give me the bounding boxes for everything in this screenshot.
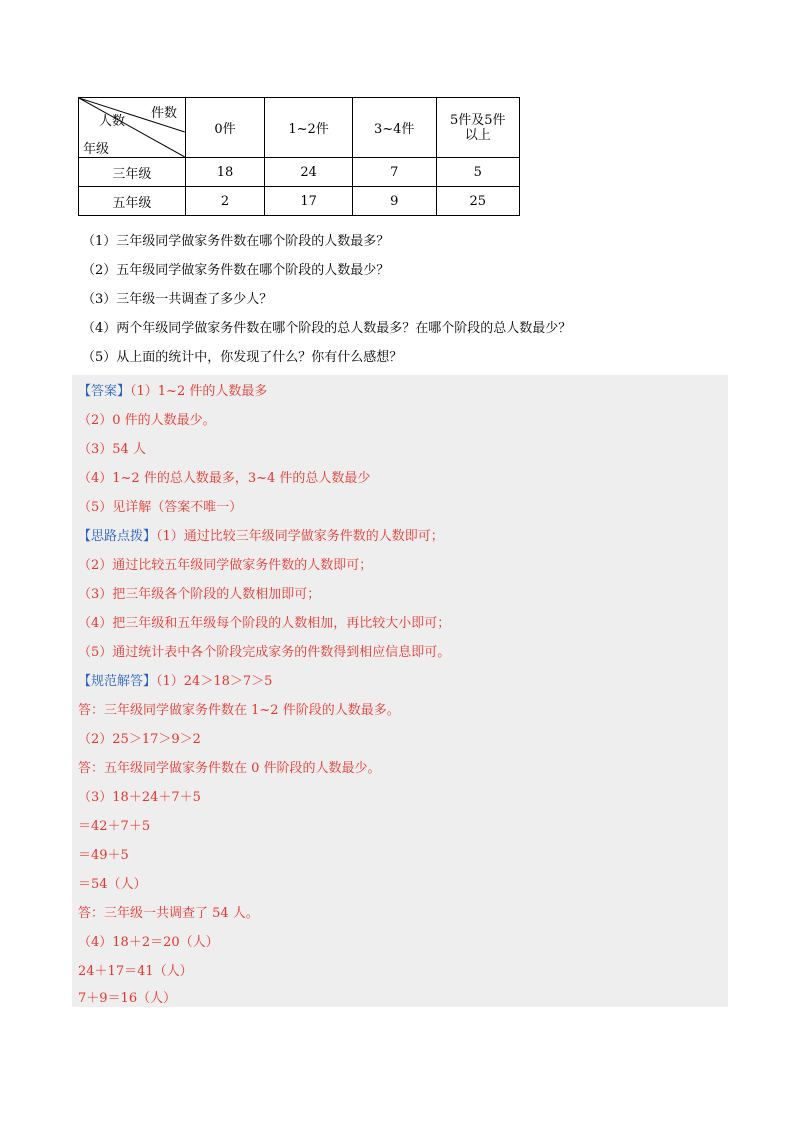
table-cell: 7 <box>352 158 436 187</box>
hint-line <box>78 525 444 544</box>
answer-line <box>78 380 267 399</box>
question-item: （3）三年级一共调查了多少人？ <box>82 292 273 307</box>
question-list <box>82 232 722 377</box>
corner-label-grade: 年级 <box>83 142 110 157</box>
answer-line: （5）见详解（答案不唯一） <box>78 500 243 515</box>
solution-line: ＝42＋7＋5 <box>78 819 151 834</box>
column-header: 3~4件 <box>352 98 436 158</box>
table-cell: 18 <box>185 158 265 187</box>
column-header: 1~2件 <box>265 98 353 158</box>
corner-label-people: 人数 <box>99 114 126 129</box>
stats-table <box>78 97 520 216</box>
table-cell: 2 <box>185 187 265 216</box>
question-item: （1）三年级同学做家务件数在哪个阶段的人数最多？ <box>82 234 390 249</box>
column-header-line: 以上 <box>464 127 491 143</box>
solution-line: （3）18＋24＋7＋5 <box>78 790 201 805</box>
table-cell: 5 <box>436 158 519 187</box>
table-cell: 25 <box>436 187 519 216</box>
answer-line: （4）1~2 件的总人数最多，3~4 件的总人数最少 <box>78 471 371 486</box>
solution-tag: 【规范解答】 <box>78 674 157 689</box>
answer-tag: 【答案】 <box>78 384 131 399</box>
column-header-line: 5件及5件 <box>450 112 506 128</box>
column-header: 0件 <box>185 98 265 158</box>
answer-line: （2）0 件的人数最少。 <box>78 413 216 428</box>
hint-line: （4）把三年级和五年级每个阶段的人数相加，再比较大小即可； <box>78 616 451 631</box>
solution-line: 答：三年级同学做家务件数在 1~2 件阶段的人数最多。 <box>78 703 400 718</box>
question-item: （5）从上面的统计中，你发现了什么？你有什么感想？ <box>82 350 403 365</box>
hint-line: （3）把三年级各个阶段的人数相加即可； <box>78 587 321 602</box>
table-row <box>79 158 520 187</box>
hint-line: （2）通过比较五年级同学做家务件数的人数即可； <box>78 558 373 573</box>
question-item: （2）五年级同学做家务件数在哪个阶段的人数最少？ <box>82 263 390 278</box>
corner-label-items: 件数 <box>151 106 178 121</box>
hint-text: （1）通过比较三年级同学做家务件数的人数即可； <box>156 529 444 544</box>
solution-line: （4）18＋2＝20（人） <box>78 935 219 950</box>
table-cell: 17 <box>265 187 353 216</box>
row-label: 三年级 <box>79 158 186 187</box>
solution-line: 7＋9＝16（人） <box>78 991 177 1006</box>
column-header <box>436 98 519 158</box>
solution-line: ＝54（人） <box>78 877 147 892</box>
answer-panel <box>72 375 728 1007</box>
hint-tag: 【思路点拨】 <box>78 529 157 544</box>
solution-line: （2）25＞17＞9＞2 <box>78 732 201 747</box>
hint-line: （5）通过统计表中各个阶段完成家务的件数得到相应信息即可。 <box>78 645 451 660</box>
table-row <box>79 187 520 216</box>
solution-line <box>78 670 272 689</box>
question-item: （4）两个年级同学做家务件数在哪个阶段的总人数最多？在哪个阶段的总人数最少？ <box>82 321 572 336</box>
answer-line: （3）54 人 <box>78 442 146 457</box>
table-cell: 24 <box>265 158 353 187</box>
solution-line: ＝49＋5 <box>78 848 129 863</box>
table-header-row <box>79 98 520 158</box>
corner-cell <box>79 98 186 158</box>
answer-text: （1）1~2 件的人数最多 <box>130 384 268 399</box>
solution-line: 答：五年级同学做家务件数在 0 件阶段的人数最少。 <box>78 761 381 776</box>
solution-text: （1）24＞18＞7＞5 <box>156 674 273 689</box>
table-cell: 9 <box>352 187 436 216</box>
solution-line: 24＋17＝41（人） <box>78 964 193 979</box>
row-label: 五年级 <box>79 187 186 216</box>
solution-line: 答：三年级一共调查了 54 人。 <box>78 906 259 921</box>
